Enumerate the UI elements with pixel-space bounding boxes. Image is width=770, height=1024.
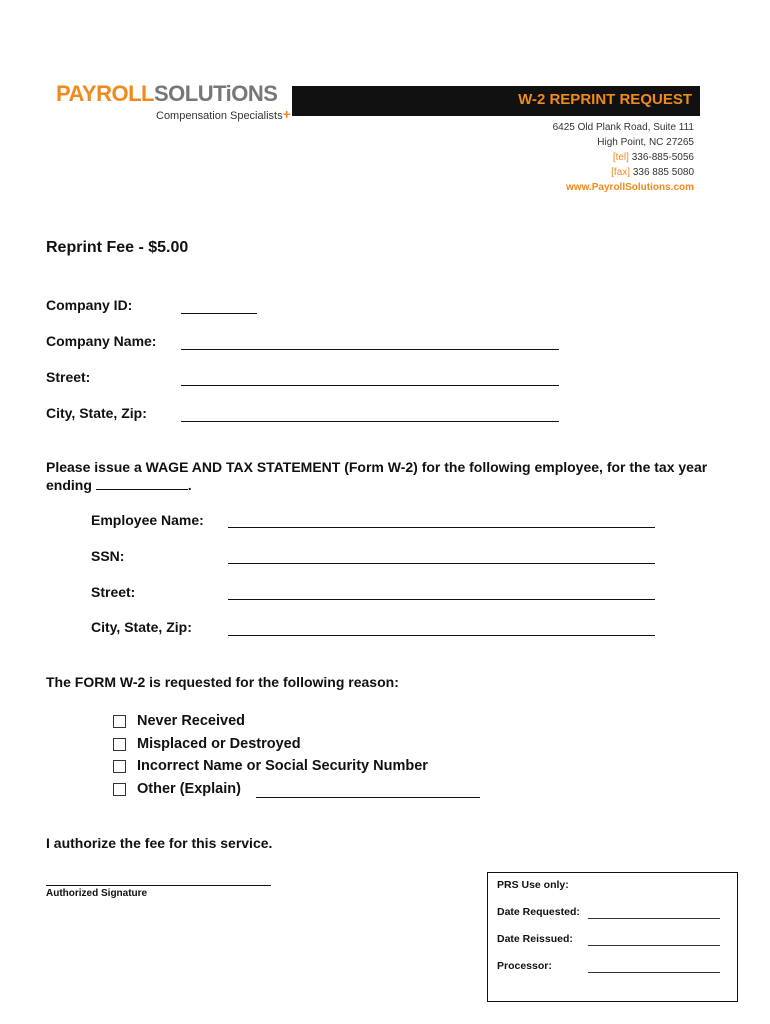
prs-title: PRS Use only:	[497, 879, 569, 891]
employee-csz-field[interactable]	[228, 635, 655, 636]
reprint-fee: Reprint Fee - $5.00	[46, 239, 189, 256]
date-requested-label: Date Requested:	[497, 906, 580, 918]
reason-label: Misplaced or Destroyed	[137, 736, 301, 752]
phone-line	[553, 150, 694, 165]
checkbox-incorrect-name[interactable]	[113, 760, 126, 773]
signature-field[interactable]	[46, 885, 271, 886]
employee-name-label: Employee Name:	[91, 512, 204, 528]
processor-label: Processor:	[497, 960, 552, 972]
prs-use-box	[487, 872, 738, 1002]
company-logo	[56, 81, 291, 122]
employee-name-field[interactable]	[228, 527, 655, 528]
company-id-label: Company ID:	[46, 297, 133, 313]
date-reissued-label: Date Reissued:	[497, 933, 573, 945]
address-line-2: High Point, NC 27265	[597, 137, 694, 148]
reason-label: Never Received	[137, 713, 246, 729]
request-text-end: .	[187, 477, 192, 493]
employee-street-label: Street:	[91, 584, 136, 600]
logo-tagline: Compensation Specialists	[156, 110, 283, 122]
website-link[interactable]: www.PayrollSolutions.com	[566, 182, 694, 193]
company-id-field[interactable]	[181, 313, 257, 314]
fax-line	[553, 165, 694, 180]
processor-field[interactable]	[588, 972, 720, 973]
company-csz-field[interactable]	[181, 421, 559, 422]
date-reissued-field[interactable]	[588, 945, 720, 946]
employee-street-field[interactable]	[228, 599, 655, 600]
form-title: W-2 REPRINT REQUEST	[518, 91, 692, 108]
ssn-label: SSN:	[91, 548, 125, 564]
reason-option[interactable]	[113, 713, 245, 729]
company-name-field[interactable]	[181, 349, 559, 350]
address-line-1: 6425 Old Plank Road, Suite 111	[552, 122, 694, 133]
company-csz-label: City, State, Zip:	[46, 405, 147, 421]
ssn-field[interactable]	[228, 563, 655, 564]
company-street-field[interactable]	[181, 385, 559, 386]
reason-label: Incorrect Name or Social Security Number	[137, 758, 428, 774]
date-requested-field[interactable]	[588, 918, 720, 919]
checkbox-misplaced[interactable]	[113, 738, 126, 751]
tel-label: [tel]	[612, 152, 629, 163]
company-street-label: Street:	[46, 369, 91, 385]
reason-option[interactable]	[113, 758, 428, 774]
request-paragraph	[46, 458, 716, 494]
address-block	[553, 120, 694, 195]
reason-option[interactable]	[113, 781, 241, 797]
signature-label: Authorized Signature	[46, 888, 148, 899]
reason-heading: The FORM W-2 is requested for the following reason:	[46, 674, 399, 690]
fax-number: 336 885 5080	[632, 167, 694, 178]
plus-icon: +	[282, 106, 291, 122]
title-bar	[292, 86, 700, 116]
tel-number: 336-885-5056	[631, 152, 694, 163]
employee-csz-label: City, State, Zip:	[91, 619, 192, 635]
checkbox-never-received[interactable]	[113, 715, 126, 728]
other-explain-field[interactable]	[256, 797, 480, 798]
fax-label: [fax]	[611, 167, 631, 178]
tax-year-field[interactable]	[96, 477, 188, 490]
logo-payroll: PAYROLL	[56, 81, 154, 106]
reason-label: Other (Explain)	[137, 781, 241, 797]
reason-option[interactable]	[113, 736, 301, 752]
checkbox-other[interactable]	[113, 783, 126, 796]
authorize-statement: I authorize the fee for this service.	[46, 835, 273, 851]
company-name-label: Company Name:	[46, 333, 157, 349]
request-text: Please issue a WAGE AND TAX STATEMENT (Form W-2) for the following employee, for the tax year ending	[46, 459, 708, 493]
logo-solutions: SOLUTiONS	[153, 81, 278, 106]
